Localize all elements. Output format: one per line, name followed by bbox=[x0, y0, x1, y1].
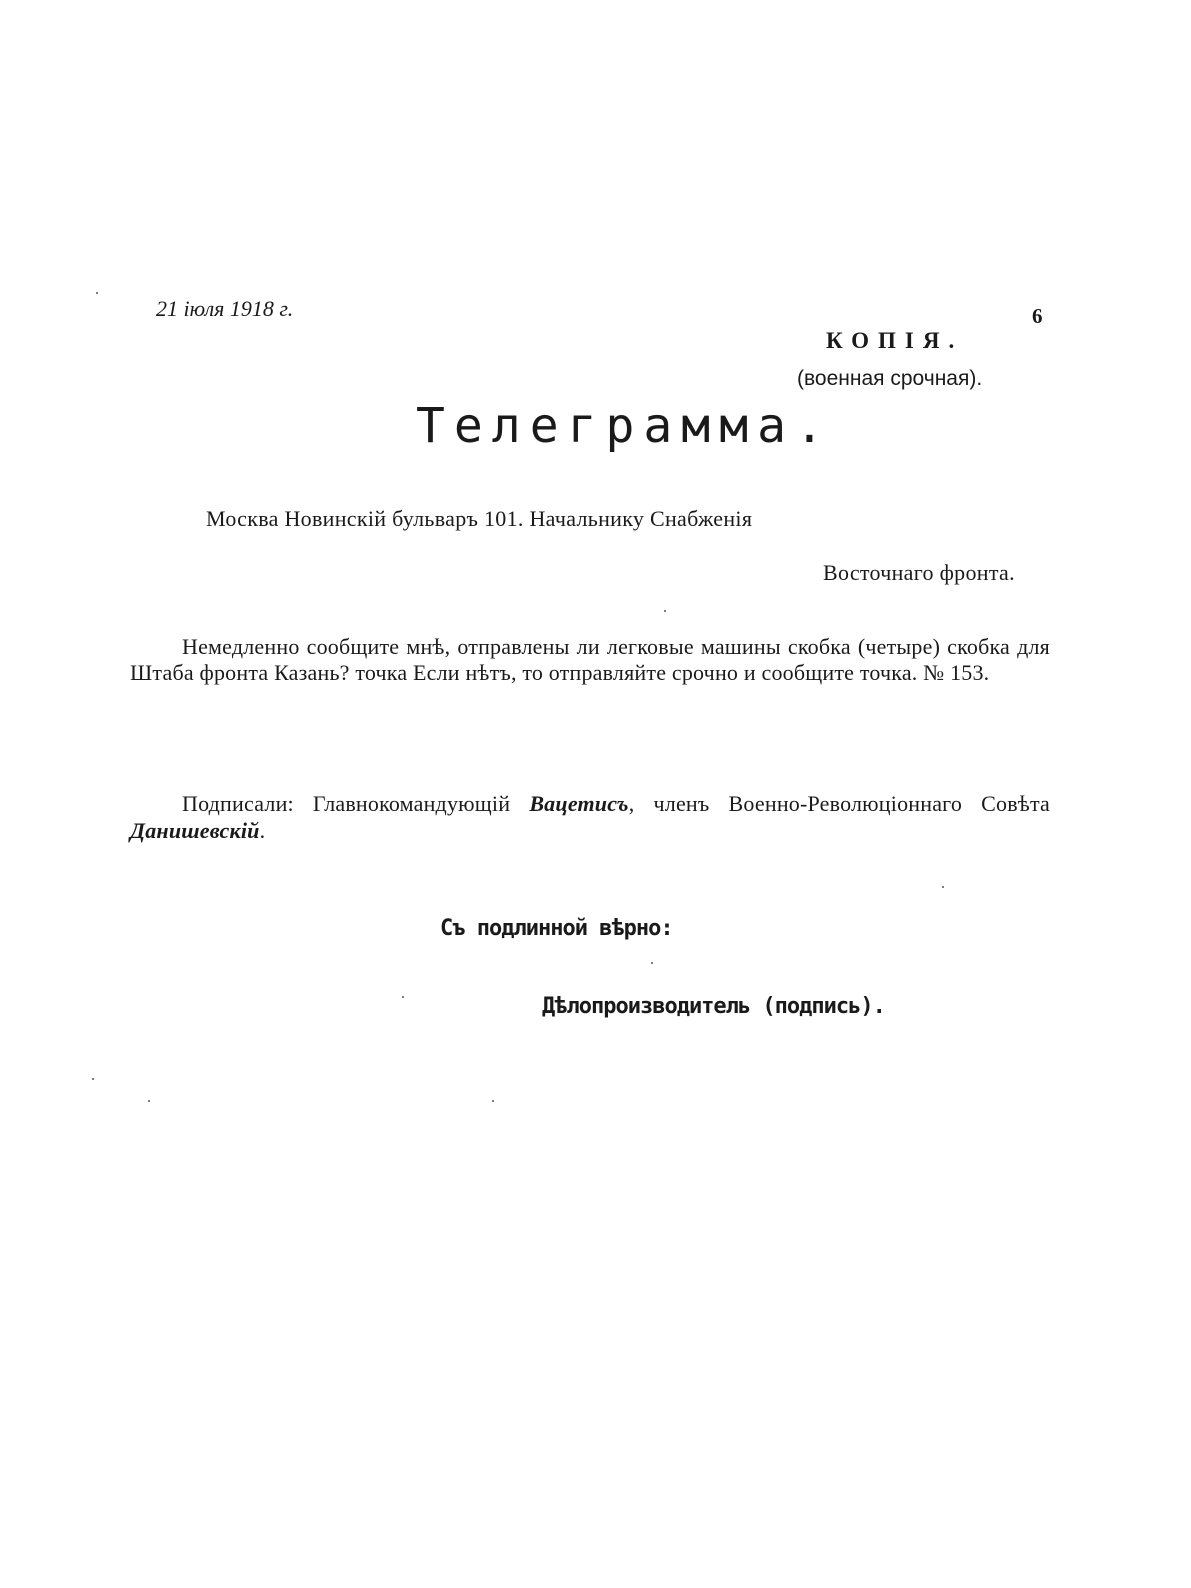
document-date: 21 іюля 1918 г. bbox=[156, 296, 294, 321]
scan-speck bbox=[651, 962, 653, 964]
page-number: 6 bbox=[1032, 304, 1043, 328]
signatory-name-2: Данишевскій bbox=[130, 818, 260, 843]
clerk-signature-line: Дѣлопроизводитель (подпись). bbox=[542, 994, 885, 1019]
message-paragraph bbox=[130, 634, 1050, 686]
scan-speck bbox=[148, 1100, 150, 1102]
signatory-name-1: Вацетисъ bbox=[529, 791, 629, 816]
copy-label: КОПІЯ. bbox=[826, 328, 964, 353]
scan-speck bbox=[96, 292, 98, 294]
scan-speck bbox=[402, 996, 404, 998]
scan-speck bbox=[492, 1100, 494, 1102]
scan-speck bbox=[942, 886, 944, 888]
signatures-prefix: Подписали: Главнокомандующій bbox=[182, 791, 511, 816]
signatures-middle: , членъ Военно-Революціоннаго Совѣта bbox=[628, 791, 1050, 816]
certified-true-copy: Съ подлинной вѣрно: bbox=[440, 916, 673, 941]
address-line: Москва Новинскій бульваръ 101. Начальнику Снабженія bbox=[206, 506, 753, 531]
address-line-continuation: Восточнаго фронта. bbox=[823, 560, 1015, 585]
scan-speck bbox=[92, 1078, 94, 1080]
message-text: Немедленно сообщите мнѣ, отправлены ли легковые машины скобка (четыре) скобка для Штаба фронта Казань? точка Если нѣтъ, то отправляйте срочно и сообщите точка. № 153. bbox=[130, 634, 1050, 685]
document-title: Телеграмма. bbox=[416, 398, 833, 454]
signatures-paragraph bbox=[130, 790, 1050, 844]
copy-note: (военная срочная). bbox=[797, 367, 983, 390]
scan-speck bbox=[664, 610, 666, 612]
signatures-suffix: . bbox=[259, 818, 266, 843]
